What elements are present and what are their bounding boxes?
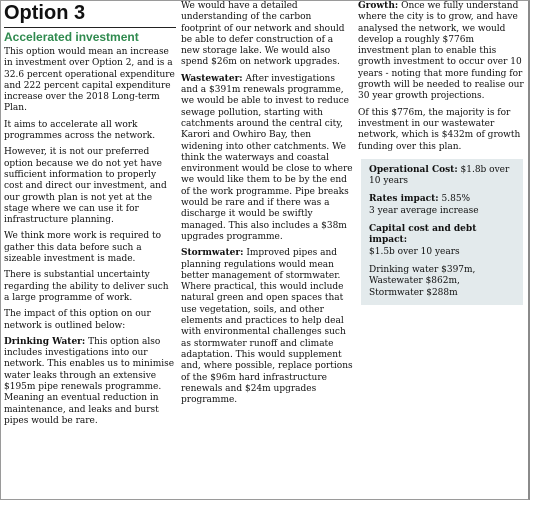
rates-impact-note: 3 year average increase [369, 205, 479, 216]
wastewater-paragraph [181, 74, 353, 243]
drinking-water-lead: Drinking Water: [4, 336, 86, 347]
column-1 [4, 0, 176, 432]
intro-paragraph: This option would mean an increase in investment over Option 2, and is a 32.6 percent operational expenditure and 222 percent capital expenditure increase over the 2018 Long-term Plan. [4, 47, 175, 114]
stormwater-cost: Stormwater $288m [369, 287, 458, 298]
growth-text: Once we fully understand where the city is to grow, and have analysed the network, we would develop a roughly $776m investment plan to enable this growth investment to occur over 10 years - noting that more funding for growth will be needed to realise our 30 year growth projections. [358, 1, 524, 102]
rates-impact-label: Rates impact: [369, 194, 439, 205]
more-work-paragraph: We think more work is required to gather this data before such a sizeable investment is made. [4, 231, 161, 265]
operational-cost-value: $1.8b over 10 years [369, 164, 510, 187]
capital-cost-label: Capital cost and debt impact: [369, 224, 477, 246]
drinking-water-paragraph [4, 337, 176, 427]
rates-impact-value: 5.85% [438, 194, 471, 205]
growth-majority-paragraph: Of this $776m, the majority is for investment in our wastewater network, which is $432m of growth funding over this plan. [358, 107, 521, 152]
rates-impact [369, 194, 515, 217]
stormwater-lead: Stormwater: [181, 248, 244, 259]
capital-cost-value: $1.5b over 10 years [369, 246, 460, 257]
column-2 [181, 1, 353, 411]
wastewater-cost: Wastewater $862m, [369, 276, 460, 287]
stormwater-paragraph [181, 248, 353, 406]
operational-cost [369, 165, 515, 188]
drinking-water-cost: Drinking water $397m, [369, 264, 476, 275]
wastewater-text: After investigations and a $391m renewals programme, we would be able to invest to reduce sewage pollution, starting with catchments around the central city, Karori and Owhiro Bay, then widening into other catchments. We think the waterways and coastal environment would be close to where we would like them to be by the end of the work programme. Pipe breaks would be rare and if there was a discharge it would be swiftly managed. This also includes a $38m upgrades programme. [181, 73, 353, 242]
uncertainty-paragraph: There is substantial uncertainty regarding the ability to deliver such a large programme of work. [4, 270, 169, 303]
not-preferred-paragraph: However, it is not our preferred option because we do not yet have sufficient information to properly cost and direct our investment, and our growth plan is not yet at the stage where we can use it for infrastructure planning. [4, 147, 167, 226]
column-3 [358, 1, 525, 305]
growth-lead: Growth: [358, 1, 399, 11]
drinking-water-text: This option also includes investigations into our network. This enables us to minimise water leaks through an extensive $195m pipe renewals programme. Meaning an eventual reduction in maintenance, and leaks and burst pipes would be rare. [4, 336, 175, 426]
operational-cost-label: Operational Cost: [369, 164, 458, 175]
breakdown [369, 265, 515, 299]
carbon-paragraph: We would have a detailed understanding of the carbon footprint of our network and should be able to defer construction of a new storage lake. We would also spend $26m on network upgrades. [181, 1, 345, 68]
section-subtitle: Accelerated investment [4, 30, 139, 44]
capital-cost [369, 224, 515, 258]
page-title: Option 3 [4, 1, 176, 28]
wastewater-lead: Wastewater: [181, 73, 243, 84]
cost-summary-box [361, 159, 523, 305]
stormwater-text: Improved pipes and planning regulations would mean better management of stormwater. Where practical, this would include natural green and open spaces that use vegetation, soils, and other elements and practices to help deal with environmental challenges such as stormwater runoff and climate adaptation. This would supplement and, where possible, replace portions of the $96m hard infrastructure renewals and $24m upgrades programme. [181, 248, 353, 406]
impact-intro-paragraph: The impact of this option on our network is outlined below: [4, 309, 151, 331]
aim-paragraph: It aims to accelerate all work programmes across the network. [4, 119, 156, 142]
growth-paragraph [358, 1, 525, 103]
